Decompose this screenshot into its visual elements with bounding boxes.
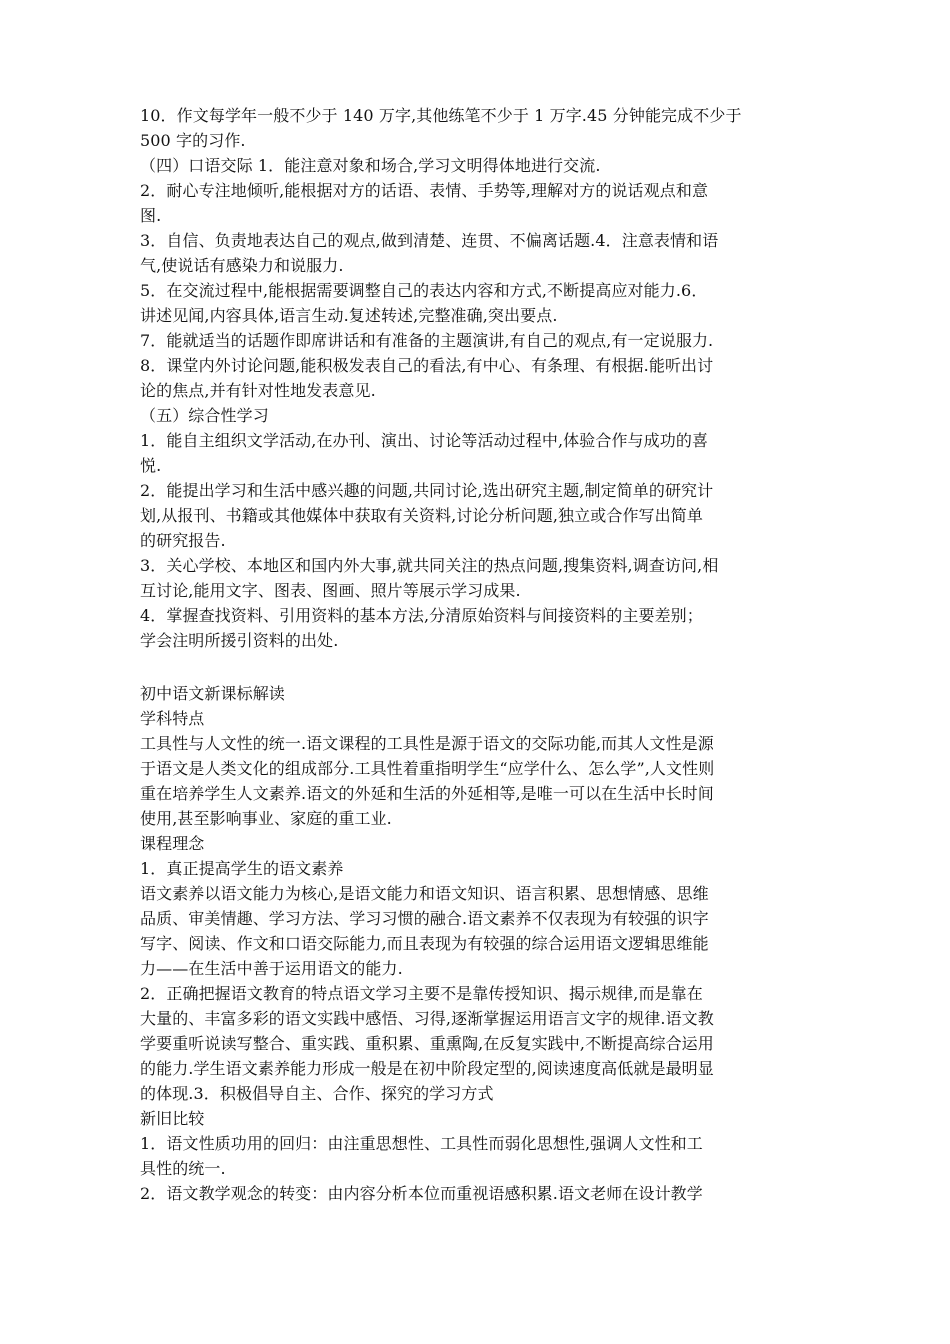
text-section-upper	[140, 103, 830, 653]
text-line: 2．语文教学观念的转变：由内容分析本位而重视语感积累.语文老师在设计教学	[140, 1184, 703, 1203]
text-line: 于语文是人类文化的组成部分.工具性着重指明学生“应学什么、怎么学”,人文性则	[140, 759, 715, 778]
text-line: 1．能自主组织文学活动,在办刊、演出、讨论等活动过程中,体验合作与成功的喜	[140, 431, 709, 450]
text-line: 4．掌握查找资料、引用资料的基本方法,分清原始资料与间接资料的主要差别；	[140, 606, 703, 625]
text-line: 2．能提出学习和生活中感兴趣的问题,共同讨论,选出研究主题,制定简单的研究计	[140, 481, 714, 500]
paragraph-gap	[140, 653, 830, 681]
text-line: 1．语文性质功用的回归：由注重思想性、工具性而弱化思想性,强调人文性和工	[140, 1134, 703, 1153]
text-line: 学会注明所援引资料的出处.	[140, 631, 339, 650]
text-line: 新旧比较	[140, 1109, 205, 1128]
text-line: 3．关心学校、本地区和国内外大事,就共同关注的热点问题,搜集资料,调查访问,相	[140, 556, 719, 575]
text-line: 学要重听说读写整合、重实践、重积累、重熏陶,在反复实践中,不断提高综合运用	[140, 1034, 714, 1053]
text-line: 悦.	[140, 456, 162, 475]
text-line: 划,从报刊、书籍或其他媒体中获取有关资料,讨论分析问题,独立或合作写出简单	[140, 506, 703, 525]
text-section-lower	[140, 681, 830, 1206]
text-line: 课程理念	[140, 834, 205, 853]
text-line: 8．课堂内外讨论问题,能积极发表自己的看法,有中心、有条理、有根据.能听出讨	[140, 356, 714, 375]
text-line: 论的焦点,并有针对性地发表意见.	[140, 381, 376, 400]
text-line: 大量的、丰富多彩的语文实践中感悟、习得,逐渐掌握运用语言文字的规律.语文教	[140, 1009, 714, 1028]
text-line: 3．自信、负责地表达自己的观点,做到清楚、连贯、不偏离话题.4．注意表情和语	[140, 231, 719, 250]
text-line: 写字、阅读、作文和口语交际能力,而且表现为有较强的综合运用语文逻辑思维能	[140, 934, 709, 953]
text-line: 7．能就适当的话题作即席讲话和有准备的主题演讲,有自己的观点,有一定说服力.	[140, 331, 714, 350]
text-line: 的体现.3．积极倡导自主、合作、探究的学习方式	[140, 1084, 494, 1103]
document-page	[140, 103, 830, 1206]
text-line: （四）口语交际 1．能注意对象和场合,学习文明得体地进行交流.	[140, 156, 601, 175]
text-line: 品质、审美情趣、学习方法、学习习惯的融合.语文素养不仅表现为有较强的识字	[140, 909, 709, 928]
text-line: 具性的统一.	[140, 1159, 226, 1178]
text-line: （五）综合性学习	[140, 406, 269, 425]
text-line: 气,使说话有感染力和说服力.	[140, 256, 344, 275]
text-line: 图.	[140, 206, 162, 225]
text-line: 1．真正提高学生的语文素养	[140, 859, 344, 878]
text-line: 使用,甚至影响事业、家庭的重工业.	[140, 809, 392, 828]
text-line: 2．正确把握语文教育的特点语文学习主要不是靠传授知识、揭示规律,而是靠在	[140, 984, 703, 1003]
text-line: 力——在生活中善于运用语文的能力.	[140, 959, 403, 978]
text-line: 语文素养以语文能力为核心,是语文能力和语文知识、语言积累、思想情感、思维	[140, 884, 709, 903]
text-line: 的研究报告.	[140, 531, 226, 550]
text-line: 讲述见闻,内容具体,语言生动.复述转述,完整准确,突出要点.	[140, 306, 558, 325]
text-line: 5．在交流过程中,能根据需要调整自己的表达内容和方式,不断提高应对能力.6．	[140, 281, 708, 300]
text-line: 工具性与人文性的统一.语文课程的工具性是源于语文的交际功能,而其人文性是源	[140, 734, 714, 753]
text-line: 初中语文新课标解读	[140, 684, 285, 703]
text-line: 互讨论,能用文字、图表、图画、照片等展示学习成果.	[140, 581, 521, 600]
text-line: 10．作文每学年一般不少于 140 万字,其他练笔不少于 1 万字.45 分钟能完成不少于	[140, 106, 742, 125]
text-line: 重在培养学生人文素养.语文的外延和生活的外延相等,是唯一可以在生活中长时间	[140, 784, 714, 803]
text-line: 2．耐心专注地倾听,能根据对方的话语、表情、手势等,理解对方的说话观点和意	[140, 181, 709, 200]
text-line: 的能力.学生语文素养能力形成一般是在初中阶段定型的,阅读速度高低就是最明显	[140, 1059, 714, 1078]
text-line: 500 字的习作.	[140, 131, 246, 150]
text-line: 学科特点	[140, 709, 205, 728]
